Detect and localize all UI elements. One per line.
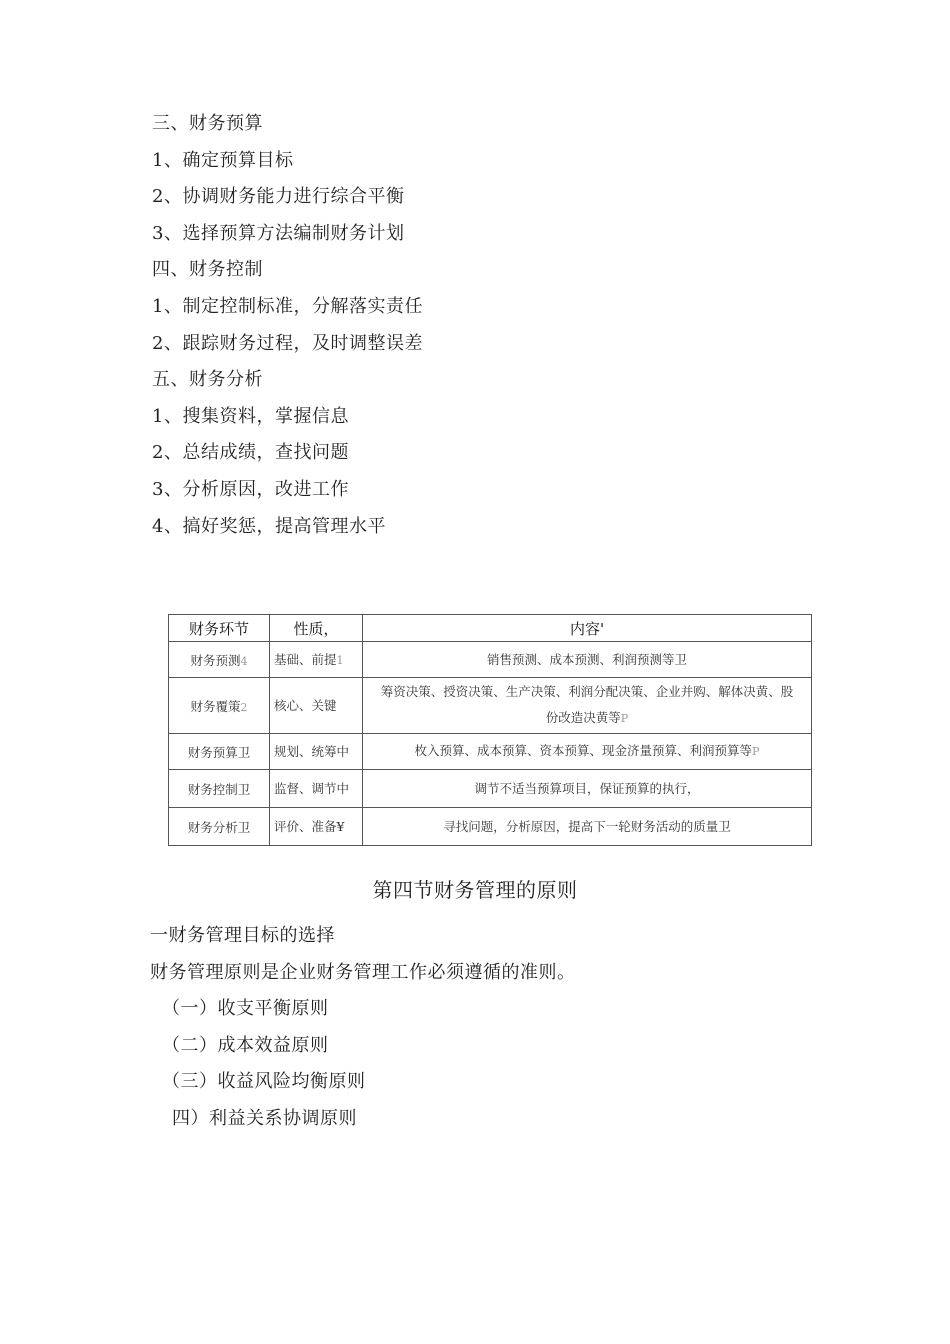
header-stage: 财务环节 xyxy=(169,615,270,642)
header-content: 内容' xyxy=(363,615,812,642)
principle-item: 四）利益关系协调原则 xyxy=(172,1107,357,1129)
content-cell xyxy=(363,734,812,770)
content-text: 筹资决策、授资决策、生产决策、利润分配决策、企业并购、解体决黄、股份改造决黄等 xyxy=(380,684,794,725)
stage-mark: 4 xyxy=(240,654,248,668)
principles-heading: 一财务管理目标的选择 xyxy=(150,925,335,946)
stage-label: 财务覆策 xyxy=(190,698,241,714)
content-mark: P xyxy=(620,712,629,725)
table-row xyxy=(169,770,812,808)
content-cell: 寻找问题，分析原因，提高下一轮财务活动的质量卫 xyxy=(363,808,812,846)
outline-item: 3、选择预算方法编制财务计划 xyxy=(152,222,405,244)
principles-section xyxy=(150,918,576,1138)
outline-heading-analysis: 五、财务分析 xyxy=(152,369,263,391)
outline-item: 1、搜集资料，掌握信息 xyxy=(152,405,349,427)
nature-cell: 评价、准备¥ xyxy=(270,808,363,846)
content-cell: 销售预测、成本预测、利润预测等卫 xyxy=(363,642,812,678)
header-nature: 性质， xyxy=(270,615,363,642)
outline-item: 2、跟踪财务过程，及时调整误差 xyxy=(152,332,423,354)
stage-cell: 财务分析卫 xyxy=(169,808,270,846)
stage-label: 财务预测 xyxy=(190,652,241,668)
outline-item: 1、制定控制标准，分解落实责任 xyxy=(152,295,423,317)
outline-item: 2、协调财务能力进行综合平衡 xyxy=(152,186,405,208)
outline-item: 2、总结成绩，查找问题 xyxy=(152,442,349,464)
section-title: 第四节财务管理的原则 xyxy=(372,878,578,902)
table-row xyxy=(169,678,812,734)
content-text: 枚入预算、成本预算、资本预算、现金济量预算、利润预算等 xyxy=(414,743,753,758)
table-row xyxy=(169,808,812,846)
outline-item: 1、确定预算目标 xyxy=(152,149,294,171)
stage-cell: 财务控制卫 xyxy=(169,770,270,808)
stage-mark: 2 xyxy=(240,700,248,714)
principle-item: （三）收益风险均衡原则 xyxy=(162,1071,366,1093)
nature-cell: 规划、统筹中 xyxy=(270,734,363,770)
nature-cell: 监督、调节中 xyxy=(270,770,363,808)
outline-heading-control: 四、财务控制 xyxy=(152,259,263,281)
financial-management-outline xyxy=(152,106,423,545)
outline-item: 4、搞好奖惩，提高管理水平 xyxy=(152,515,386,537)
stage-cell: 财务预算卫 xyxy=(169,734,270,770)
nature-cell: 核心、关键 xyxy=(270,678,363,734)
nature-mark: 1 xyxy=(336,653,344,667)
principle-item: （一）收支平衡原则 xyxy=(162,998,329,1020)
nature-label: 基础、前提 xyxy=(274,651,337,667)
financial-stages-table xyxy=(168,614,812,846)
content-mark: P xyxy=(752,745,760,758)
content-cell xyxy=(363,678,812,734)
stage-cell xyxy=(169,642,270,678)
stage-cell xyxy=(169,678,270,734)
principles-intro: 财务管理原则是企业财务管理工作必须遵循的准则。 xyxy=(150,961,576,983)
outline-heading-budget: 三、财务预算 xyxy=(152,113,263,134)
table-row xyxy=(169,642,812,678)
principle-item: （二）成本效益原则 xyxy=(162,1034,329,1056)
table-header-row xyxy=(169,615,812,642)
outline-item: 3、分析原因，改进工作 xyxy=(152,478,349,500)
table-row xyxy=(169,734,812,770)
nature-cell xyxy=(270,642,363,678)
content-cell: 调节不适当预算项目，保证预算的执行， xyxy=(363,770,812,808)
